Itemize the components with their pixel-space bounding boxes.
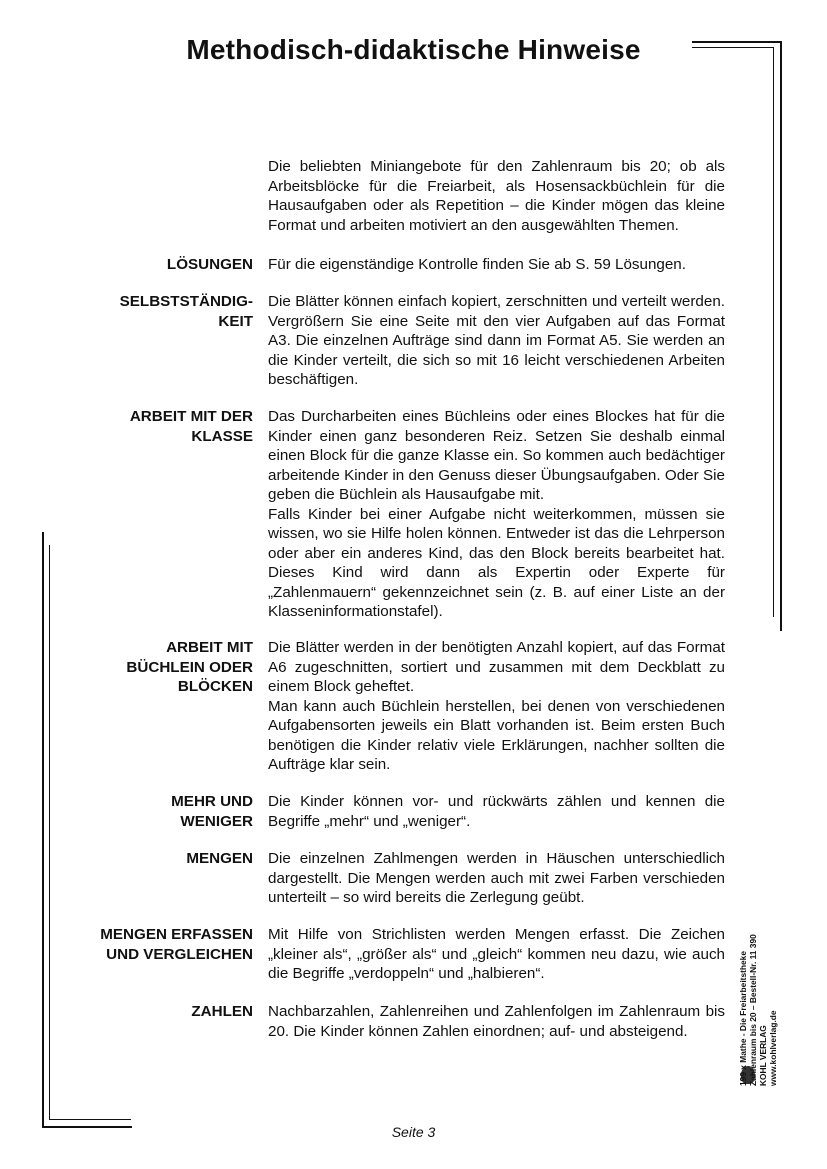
frame-line-bottom-outer: [42, 1126, 132, 1128]
section-label: SELBSTSTÄNDIG- KEIT: [119, 293, 253, 330]
frame-line-top-outer: [692, 41, 782, 43]
section-text: Mit Hilfe von Strichlisten werden Mengen erfasst. Die Zeichen „kleiner als“, „größer als“ und „gleich“ kommen neu dazu, wie auch die Begriffe „verdoppeln“ und „halbieren“.: [268, 926, 725, 982]
section-text: Die Kinder können vor- und rückwärts zählen und kennen die Begriffe „mehr“ und „weniger“.: [268, 793, 725, 830]
frame-line-bottom-inner: [49, 1119, 131, 1120]
frame-line-right-outer: [780, 41, 782, 631]
frame-line-left-outer: [42, 532, 44, 1128]
page-title: Methodisch-didaktische Hinweise: [186, 34, 641, 65]
section-label: ARBEIT MIT DER KLASSE: [129, 408, 253, 445]
frame-line-right-inner: [773, 47, 774, 617]
section-text: Nachbarzahlen, Zahlenreihen und Zahlenfolgen im Zahlenraum bis 20. Die Kinder können Zahlen einordnen; auf- und absteigend.: [268, 1003, 725, 1040]
section-text: Die Blätter werden in der benötigten Anzahl kopiert, auf das Format A6 zugeschnitten, sortiert und zusammen mit dem Deckblatt zu einem Block geheftet. Man kann auch Büchlein herstellen, bei denen von verschiedenen Aufgabensorten jeweils ein Blatt vorhanden ist. Beim ersten Buch benötigen die Kinder relativ viele Erklärungen, nachher sollten die Aufträge klar sein.: [268, 639, 725, 773]
section-label: ZAHLEN: [191, 1003, 253, 1020]
intro-paragraph: Die beliebten Miniangebote für den Zahlenraum bis 20; ob als Arbeitsblöcke für die Freiarbeit, als Hosensackbüchlein für die Hausaufgaben oder als Repetition – die Kinder mögen das kleine Format und arbeiten motiviert an den ausgewählten Themen.: [268, 158, 725, 234]
sidebar-series: 199 x Mathe - Die Freiarbeitstheke: [738, 951, 748, 1086]
sidebar-website: www.kohlverlag.de: [768, 1010, 778, 1086]
section-text: Für die eigenständige Kontrolle finden Sie ab S. 59 Lösungen.: [268, 256, 686, 273]
frame-line-left-inner: [49, 545, 50, 1120]
page-number: Seite 3: [391, 1124, 436, 1140]
sidebar-publisher: KOHL VERLAG: [758, 1025, 768, 1086]
section-text: Die Blätter können einfach kopiert, zerschnitten und verteilt werden. Vergrößern Sie eine Seite mit den vier Aufgaben auf das Format A3. Die einzelnen Aufträge sind dann im Format A5. Sie werden an die Kinder verteilt, die sich so mit 16 leicht verschiedenen Arbeiten beschäftigen.: [268, 293, 725, 388]
section-text: Die einzelnen Zahlmengen werden in Häuschen unterschiedlich dargestellt. Die Mengen werden auch mit zwei Farben verschieden unterteilt – so wird bereits die Zerlegung geübt.: [268, 850, 725, 906]
publisher-sidebar: [738, 806, 778, 1086]
section-label: MENGEN: [186, 850, 253, 867]
sidebar-order-number: Zahlenraum bis 20 – Bestell-Nr. 11 390: [748, 934, 758, 1086]
frame-line-top-inner: [692, 47, 774, 48]
section-text: Das Durcharbeiten eines Büchleins oder eines Blockes hat für die Kinder einen ganz besonderen Reiz. Setzen Sie deshalb einmal einen Block für die ganze Klasse ein. So kommen auch bedächtiger arbeitende Kinder in den Genuss dieser Übungsaufgaben. Oder Sie geben die Büchlein als Hausaufgabe mit. Falls Kinder bei einer Aufgabe nicht weiterkommen, müssen sie wissen, wo sie Hilfe holen können. Entweder ist das die Lehrperson oder aber ein anderes Kind, das den Block bereits bearbeitet hat. Dieses Kind wird dann als Expertin oder Experte für „Zahlenmauern“ gekennzeichnet sein (z. B. auf einer Liste an der Klasseninformationstafel).: [268, 408, 725, 620]
section-label: MEHR UND WENIGER: [171, 793, 253, 830]
section-label: MENGEN ERFASSEN UND VERGLEICHEN: [100, 926, 253, 963]
section-label: LÖSUNGEN: [166, 256, 253, 273]
section-label: ARBEIT MIT BÜCHLEIN ODER BLÖCKEN: [126, 639, 253, 695]
